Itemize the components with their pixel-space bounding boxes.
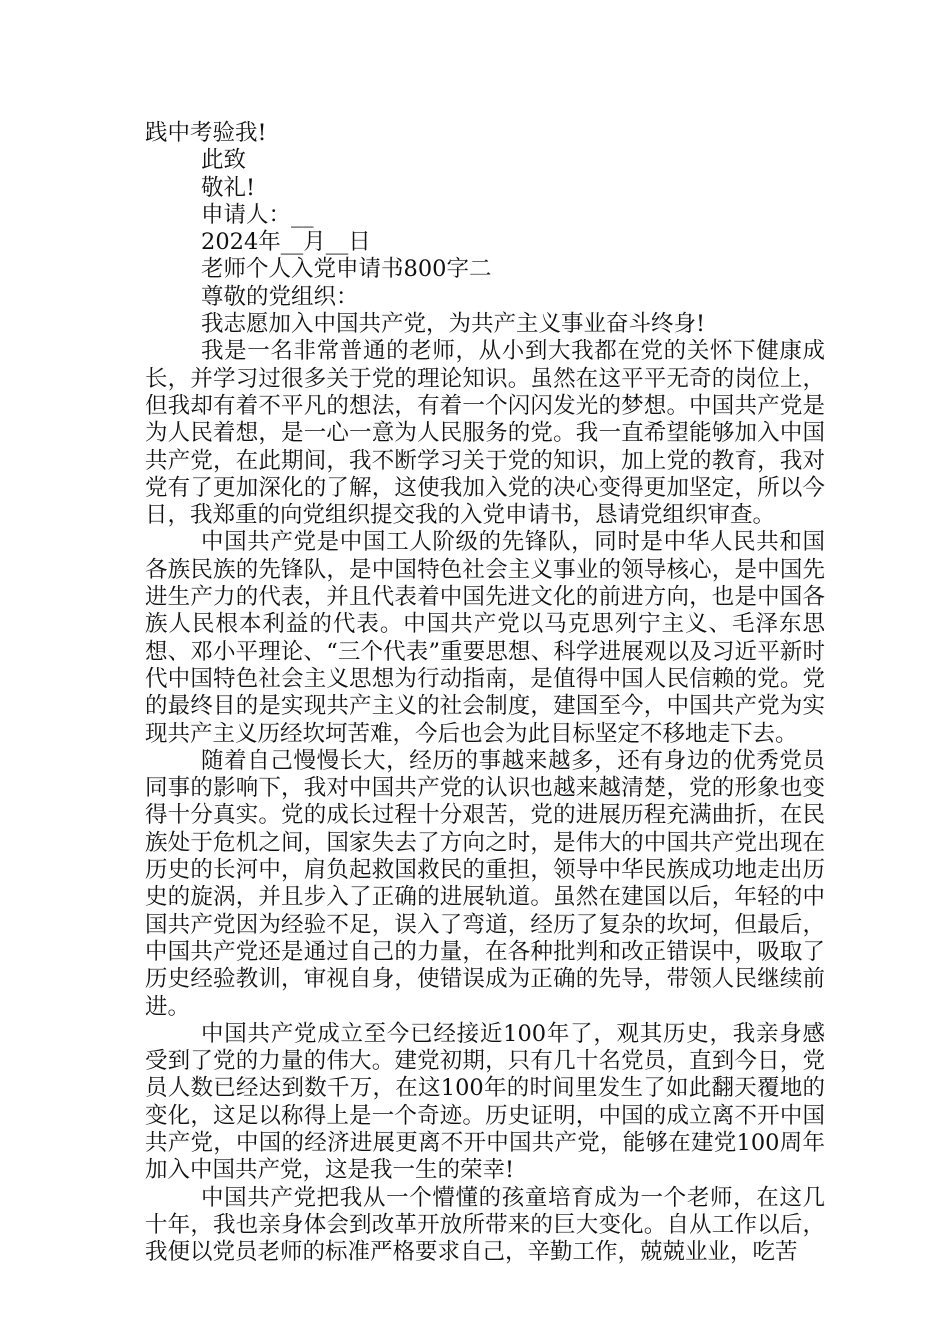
body-paragraph-5: 中国共产党把我从一个懵懂的孩童培育成为一个老师，在这几十年，我也亲身体会到改革开放所带来的巨大变化。自从工作以后，我便以党员老师的标准严格要求自己，辛勤工作，兢兢业业，吃苦 bbox=[145, 1184, 825, 1266]
date-line: 2024年__月__日 bbox=[201, 229, 371, 256]
body-paragraph-2: 中国共产党是中国工人阶级的先锋队，同时是中华人民共和国各族民族的先锋队，是中国特色社会主义事业的领导核心，是中国先进生产力的代表，并且代表着中国先进文化的前进方向，也是中国各族人民根本利益的代表。中国共产党以马克思列宁主义、毛泽东思想、邓小平理论、“三个代表”重要思想、科学进展观以及习近平新时代中国特色社会主义思想为行动指南，是值得中国人民信赖的党。党的最终目的是实现共产主义的社会制度，建国至今，中国共产党为实现共产主义历经坎坷苦难，今后也会为此目标坚定不移地走下去。 bbox=[145, 529, 825, 747]
document-page bbox=[145, 120, 825, 1266]
body-paragraph-1: 我是一名非常普通的老师，从小到大我都在党的关怀下健康成长，并学习过很多关于党的理论知识。虽然在这平平无奇的岗位上，但我却有着不平凡的想法，有着一个闪闪发光的梦想。中国共产党是为人民着想，是一心一意为人民服务的党。我一直希望能够加入中国共产党，在此期间，我不断学习关于党的知识，加上党的教育，我对党有了更加深化的了解，这使我加入党的决心变得更加坚定，所以今日，我郑重的向党组织提交我的入党申请书，恳请党组织审查。 bbox=[145, 338, 825, 529]
closing-regards: 敬礼! bbox=[201, 174, 256, 201]
opening-statement: 我志愿加入中国共产党，为共产主义事业奋斗终身! bbox=[201, 311, 706, 338]
body-paragraph-4: 中国共产党成立至今已经接近100年了，观其历史，我亲身感受到了党的力量的伟大。建党初期，只有几十名党员，直到今日，党员人数已经达到数千万，在这100年的时间里发生了如此翻天覆地的变化，这足以称得上是一个奇迹。历史证明，中国的成立离不开中国共产党，中国的经济进展更离不开中国共产党，能够在建党100周年加入中国共产党，这是我一生的荣幸! bbox=[145, 1020, 825, 1184]
applicant-line: 申请人：__ bbox=[201, 201, 314, 228]
continuation-line: 践中考验我! bbox=[145, 120, 267, 146]
greeting: 尊敬的党组织： bbox=[201, 283, 359, 310]
section-title: 老师个人入党申请书800字二 bbox=[201, 256, 492, 283]
closing-salutation: 此致 bbox=[201, 147, 247, 174]
body-paragraph-3: 随着自己慢慢长大，经历的事越来越多，还有身边的优秀党员同事的影响下，我对中国共产党的认识也越来越清楚，党的形象也变得十分真实。党的成长过程十分艰苦，党的进展历程充满曲折，在民族处于危机之间，国家失去了方向之时，是伟大的中国共产党出现在历史的长河中，肩负起救国救民的重担，领导中华民族成功地走出历史的旋涡，并且步入了正确的进展轨道。虽然在建国以后，年轻的中国共产党因为经验不足，误入了弯道，经历了复杂的坎坷，但最后，中国共产党还是通过自己的力量，在各种批判和改正错误中，吸取了历史经验教训，审视自身，使错误成为正确的先导，带领人民继续前进。 bbox=[145, 747, 825, 1020]
